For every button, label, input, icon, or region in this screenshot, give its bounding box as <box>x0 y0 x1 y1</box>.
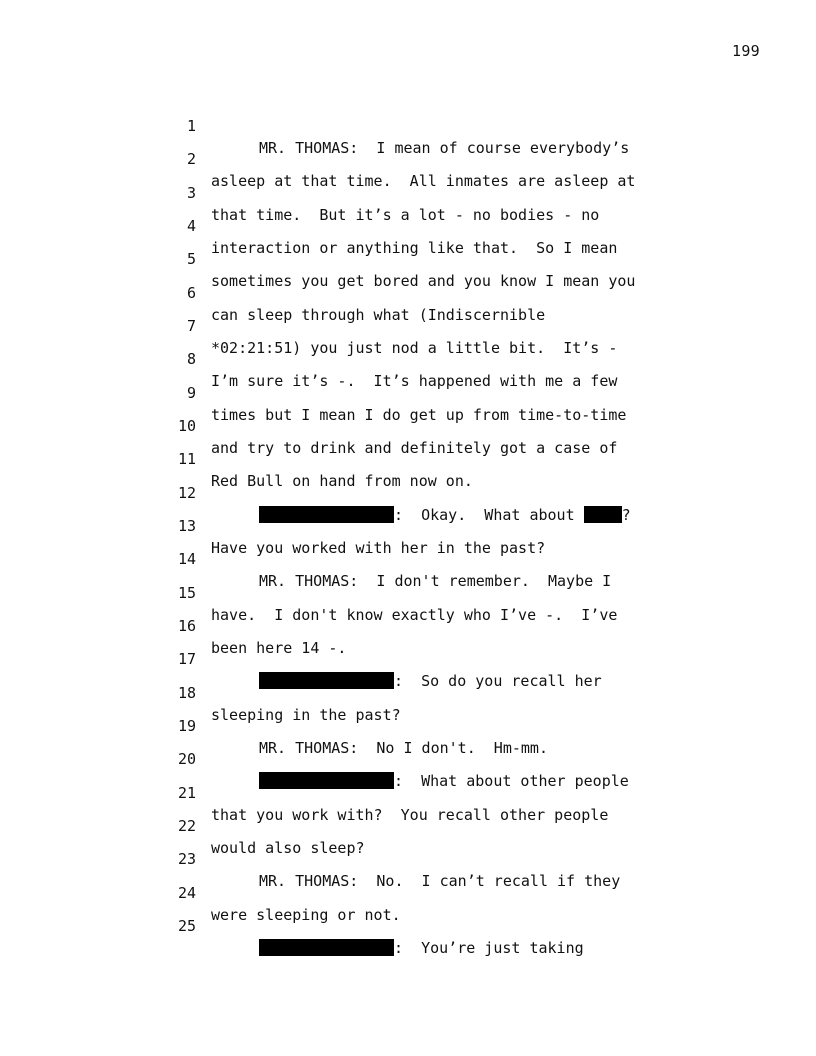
transcript-line <box>0 760 816 824</box>
transcript-line <box>0 526 816 590</box>
line-number: 22 <box>177 817 196 835</box>
transcript-line <box>0 893 816 957</box>
transcript-line <box>0 626 816 690</box>
line-number: 8 <box>186 350 196 368</box>
line-text: been here 14 -. <box>211 639 347 657</box>
line-text: can sleep through what (Indiscernible <box>211 306 546 324</box>
line-text: MR. THOMAS: No. I can’t recall if they <box>259 872 621 890</box>
transcript-line <box>0 493 816 557</box>
line-number: 9 <box>186 384 196 402</box>
line-text: and try to drink and definitely got a case of <box>211 439 618 457</box>
line-text-segment: : What about other people <box>394 772 629 790</box>
line-text: interaction or anything like that. So I mean <box>211 239 618 257</box>
transcript-line <box>0 560 816 624</box>
transcript-line <box>0 860 816 924</box>
line-number: 11 <box>177 450 196 468</box>
line-number: 19 <box>177 717 196 735</box>
page-number: 199 <box>732 42 760 60</box>
line-text: sleeping in the past? <box>211 706 401 724</box>
transcript-line <box>0 593 816 657</box>
line-text: I’m sure it’s -. It’s happened with me a few <box>211 372 618 390</box>
line-text: were sleeping or not. <box>211 906 401 924</box>
line-number: 13 <box>177 517 196 535</box>
line-text: Have you worked with her in the past? <box>211 539 546 557</box>
line-text: Red Bull on hand from now on. <box>211 472 473 490</box>
transcript-line <box>0 160 816 224</box>
line-text: MR. THOMAS: I mean of course everybody’s <box>259 139 630 157</box>
line-number: 2 <box>186 150 196 168</box>
transcript-line <box>0 260 816 324</box>
line-text: MR. THOMAS: No I don't. Hm-mm. <box>259 739 548 757</box>
line-number: 5 <box>186 250 196 268</box>
transcript-line <box>0 293 816 357</box>
line-text: that you work with? You recall other people <box>211 806 609 824</box>
transcript-line <box>0 193 816 257</box>
transcript-line <box>0 693 816 757</box>
line-number: 16 <box>177 617 196 635</box>
line-text: times but I mean I do get up from time-to-time <box>211 406 627 424</box>
line-text: MR. THOMAS: I don't remember. Maybe I <box>259 572 612 590</box>
redaction-bar <box>259 939 394 956</box>
line-number: 21 <box>177 784 196 802</box>
line-number: 4 <box>186 217 196 235</box>
transcript-line <box>0 93 816 157</box>
transcript-line <box>0 393 816 457</box>
line-number: 24 <box>177 884 196 902</box>
line-text: asleep at that time. All inmates are asleep at <box>211 172 636 190</box>
transcript-line <box>0 660 816 724</box>
line-text-segment: : So do you recall her <box>394 672 602 690</box>
line-number: 25 <box>177 917 196 935</box>
transcript-line <box>0 826 816 890</box>
line-text-segment: : You’re just taking <box>394 939 584 957</box>
line-number: 20 <box>177 750 196 768</box>
line-text: have. I don't know exactly who I’ve -. I’ve <box>211 606 618 624</box>
line-number: 3 <box>186 184 196 202</box>
line-number: 12 <box>177 484 196 502</box>
line-number: 17 <box>177 650 196 668</box>
line-text: *02:21:51) you just nod a little bit. It’s - <box>211 339 618 357</box>
line-text: that time. But it’s a lot - no bodies - no <box>211 206 600 224</box>
transcript-line <box>0 360 816 424</box>
line-number: 6 <box>186 284 196 302</box>
line-number: 15 <box>177 584 196 602</box>
transcript-line <box>0 226 816 290</box>
line-number: 10 <box>177 417 196 435</box>
transcript-line <box>0 460 816 524</box>
transcript-line <box>0 326 816 390</box>
line-text: sometimes you get bored and you know I mean you <box>211 272 636 290</box>
line-text-segment: ? <box>621 506 631 524</box>
line-number: 18 <box>177 684 196 702</box>
transcript-line <box>0 126 816 190</box>
line-number: 1 <box>186 117 196 135</box>
transcript-line <box>0 793 816 857</box>
line-text <box>259 937 584 959</box>
transcript-line <box>0 726 816 790</box>
line-number: 14 <box>177 550 196 568</box>
line-number: 23 <box>177 850 196 868</box>
line-number: 7 <box>186 317 196 335</box>
line-text: would also sleep? <box>211 839 365 857</box>
transcript-line <box>0 426 816 490</box>
line-text-segment: : Okay. What about <box>394 506 584 524</box>
